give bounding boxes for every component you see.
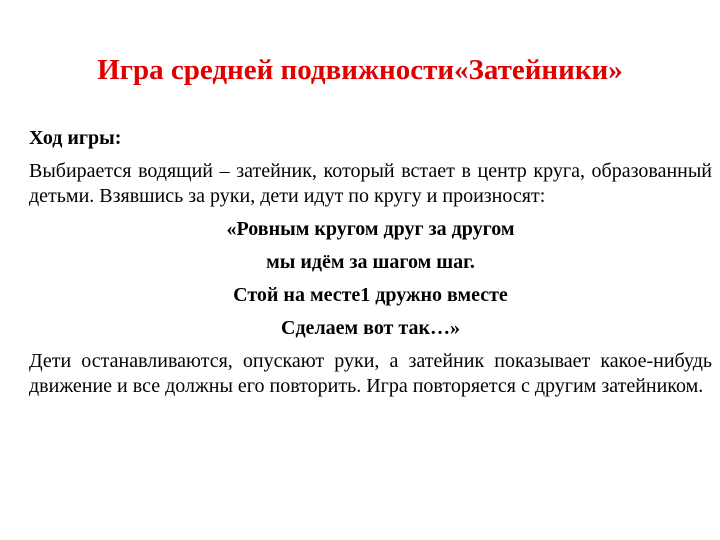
slide-content: [29, 126, 712, 399]
verse-line-2: мы идём за шагом шаг.: [266, 251, 475, 273]
intro-paragraph: Выбирается водящий – затейник, который встает в центр круга, образованный детьми. Взявшись за руки, дети идут по кругу и произносят:: [29, 160, 712, 207]
verse-line-1: «Ровным кругом друг за другом: [226, 218, 515, 240]
slide-title: Игра средней подвижности«Затейники»: [97, 54, 623, 86]
verse-line-4: Сделаем вот так…»: [281, 317, 460, 339]
section-heading: Ход игры:: [29, 127, 122, 149]
verse-line-3: Стой на месте1 дружно вместе: [233, 284, 508, 306]
outro-paragraph: Дети останавливаются, опускают руки, а затейник показывает какое-нибудь движение и все должны его повторить. Игра повторяется с другим затейником.: [29, 350, 712, 397]
